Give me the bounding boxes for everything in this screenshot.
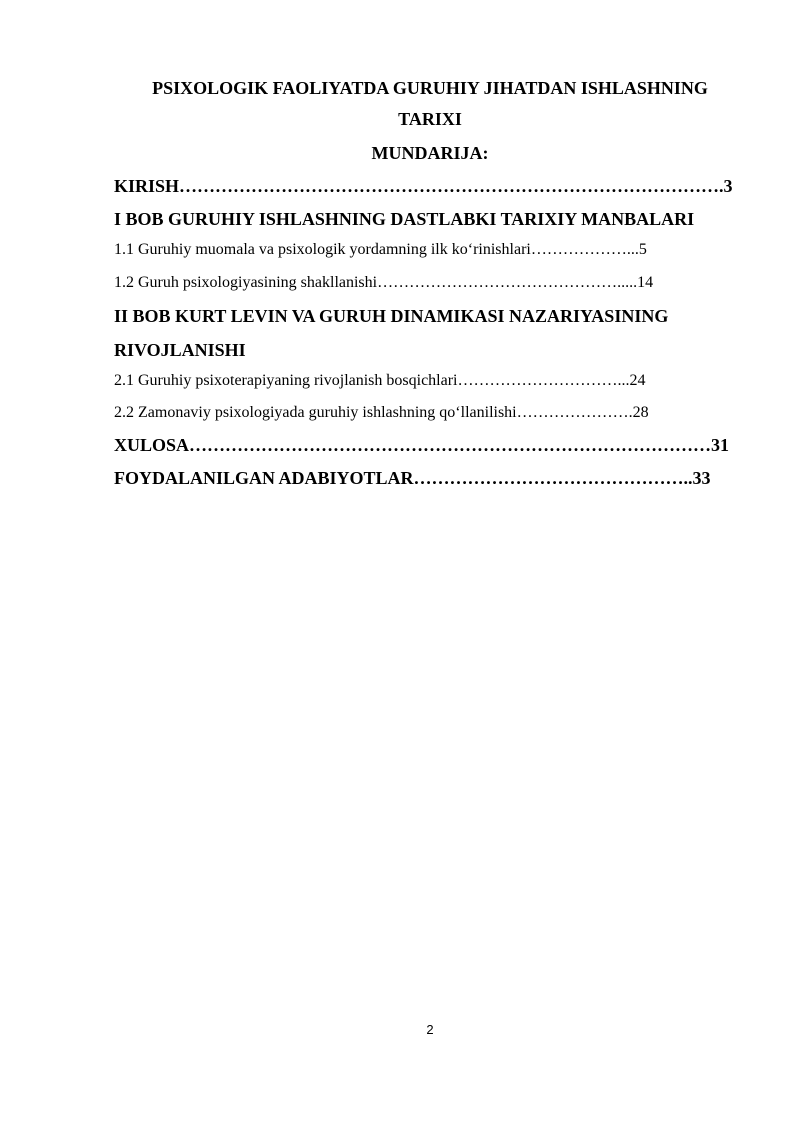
toc-entry-references: FOYDALANILGAN ADABIYOTLAR………………………………………..33 xyxy=(114,468,711,488)
page-number: 2 xyxy=(426,1022,434,1037)
toc-chapter-2-heading-cont: RIVOJLANISHI xyxy=(114,340,246,360)
document-title-line-1: PSIXOLOGIK FAOLIYATDA GURUHIY JIHATDAN ISHLASHNING xyxy=(152,78,708,98)
toc-chapter-2-heading: II BOB KURT LEVIN VA GURUH DINAMIKASI NAZARIYASINING xyxy=(114,306,669,326)
toc-entry-conclusion: XULOSA……………………………………………………………………………31 xyxy=(114,435,730,455)
toc-entry-1-2: 1.2 Guruh psixologiyasining shakllanishi……………………………………….....14 xyxy=(114,274,654,291)
toc-entry-1-1: 1.1 Guruhiy muomala va psixologik yordamning ilk ko‘rinishlari………………...5 xyxy=(114,241,647,258)
toc-chapter-1-heading: I BOB GURUHIY ISHLASHNING DASTLABKI TARIXIY MANBALARI xyxy=(114,209,695,229)
contents-heading: MUNDARIJA: xyxy=(371,143,489,163)
toc-entry-2-2: 2.2 Zamonaviy psixologiyada guruhiy ishlashning qo‘llanilishi………………….28 xyxy=(114,404,649,421)
document-title-line-2: TARIXI xyxy=(398,109,462,129)
toc-entry-2-1: 2.1 Guruhiy psixoterapiyaning rivojlanish bosqichlari…………………………...24 xyxy=(114,372,646,389)
toc-entry-introduction: KIRISH……………………………………………………………………………….3 xyxy=(114,176,733,196)
